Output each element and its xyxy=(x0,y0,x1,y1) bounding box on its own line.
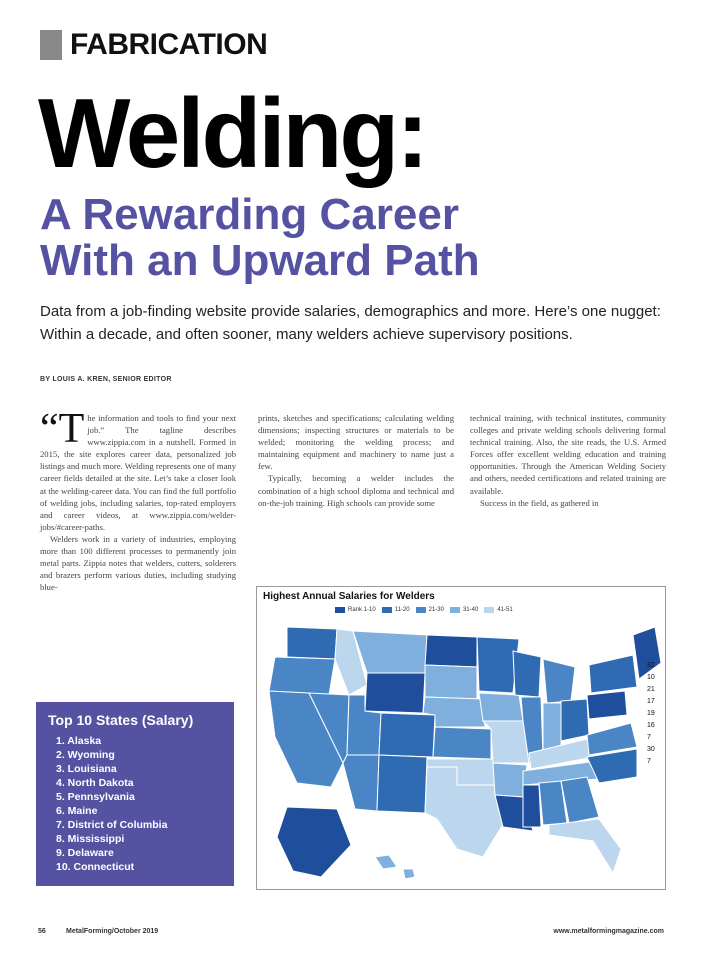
top10-item: 9. Delaware xyxy=(56,847,114,859)
map-callout-label: 17 xyxy=(647,698,655,705)
top10-title: Top 10 States (Salary) xyxy=(48,712,194,728)
map-region-michigan xyxy=(543,659,575,703)
salary-map-figure xyxy=(256,586,666,890)
headline: Welding: xyxy=(38,78,426,188)
map-region-kansas xyxy=(433,727,491,759)
map-callout-label: 7 xyxy=(647,734,651,741)
body-column-2 xyxy=(258,412,454,509)
top10-item: 5. Pennsylvania xyxy=(56,791,135,803)
body-column-3 xyxy=(470,412,666,509)
subhead-line-2: With an Upward Path xyxy=(40,236,480,285)
map-region-arizona xyxy=(343,755,379,811)
map-region-minnesota xyxy=(477,637,519,693)
drop-cap: “T xyxy=(40,406,85,452)
top10-item: 8. Mississippi xyxy=(56,833,125,845)
top10-item: 4. North Dakota xyxy=(56,777,134,789)
map-region-iowa xyxy=(479,693,523,721)
map-callout-label: 21 xyxy=(647,686,655,693)
us-map-graphic xyxy=(257,587,665,889)
body-column-1 xyxy=(40,406,236,593)
map-region-pennsylvania xyxy=(587,691,627,719)
map-region-hawaii xyxy=(375,855,397,869)
section-label: FABRICATION xyxy=(70,28,268,61)
map-region-north-dakota xyxy=(425,635,477,667)
map-region-wisconsin xyxy=(513,651,541,697)
legend-label: Rank 1-10 xyxy=(348,607,376,613)
top10-item: 6. Maine xyxy=(56,805,98,817)
map-region-new-mexico xyxy=(377,755,427,813)
map-callout-label: 19 xyxy=(647,710,655,717)
article-dek: Data from a job-finding website provide salaries, demographics and more. Here’s one nugget: Within a decade, and often sooner, many welders achieve supervisory positions. xyxy=(40,303,661,343)
map-region-mississippi xyxy=(523,785,541,827)
top10-sidebar xyxy=(36,702,234,886)
map-region-washington xyxy=(287,627,337,659)
subhead-line-1: A Rewarding Career xyxy=(40,190,459,239)
map-region-new-england xyxy=(633,627,661,679)
map-region-georgia xyxy=(561,777,599,823)
col3-paragraph-1: technical training, with technical institutes, community colleges and private welding schools delivering formal technical training. Also, the site reads, the U.S. Armed Forces offer excellent welding education and training opportunities. Through the American Welding Society and others, needed certifications and related training are available. xyxy=(470,413,666,496)
col1-paragraph-2: Welders work in a variety of industries, employing more than 100 different processes to permanently join metal parts. Zippia notes that welders, cutters, solderers and brazers perform various duties, including studying blue- xyxy=(40,533,236,593)
map-region-hawaii-small xyxy=(403,869,415,879)
col2-paragraph-1: prints, sketches and specifications; calculating welding dimensions; inspecting structures or materials to be welded; monitoring the welding process; and maintaining equipment and machinery to name just a few. xyxy=(258,413,454,472)
page-number: 56 xyxy=(38,928,46,935)
map-region-alaska xyxy=(277,807,351,877)
subhead xyxy=(40,192,680,284)
map-region-florida xyxy=(549,819,621,873)
map-region-south-dakota xyxy=(425,665,477,699)
top10-item: 3. Louisiana xyxy=(56,763,117,775)
map-region-new-york xyxy=(589,655,637,693)
top10-item: 7. District of Columbia xyxy=(56,819,168,831)
map-region-arkansas xyxy=(493,763,527,797)
section-marker xyxy=(40,30,62,60)
map-callout-label: 16 xyxy=(647,722,655,729)
legend-label: 11-20 xyxy=(394,607,410,613)
map-callout-label: 32 xyxy=(647,662,655,669)
byline: BY LOUIS A. KREN, SENIOR EDITOR xyxy=(40,376,172,383)
legend-label: 31-40 xyxy=(462,607,479,613)
map-title: Highest Annual Salaries for Welders xyxy=(263,591,435,602)
top10-list xyxy=(56,734,167,874)
publication-name: MetalForming/October 2019 xyxy=(66,928,159,935)
map-callout-label: 30 xyxy=(647,746,655,753)
col1-paragraph-1: he information and tools to find your next job.” The tagline describes www.zippia.com in a nutshell. Formed in 2015, the site explores career data, personalized job listings and much more. Welding represents one of many career fields detailed at the site. Let’s take a closer look at the welding-career data. You can find the full portfolio of welding jobs, including salaries, top-rated employers and career videos, at www.zippia.com/welder-jobs/#career-paths. xyxy=(40,413,236,532)
top10-item: 2. Wyoming xyxy=(56,749,115,761)
map-region-oregon xyxy=(269,657,335,695)
legend-label: 21-30 xyxy=(428,607,444,613)
map-region-ohio xyxy=(561,699,589,741)
map-callout-label: 10 xyxy=(647,674,655,681)
top10-item: 10. Connecticut xyxy=(56,861,135,873)
top10-item: 1. Alaska xyxy=(56,735,102,747)
website-url: www.metalformingmagazine.com xyxy=(553,928,664,935)
col3-paragraph-2: Success in the field, as gathered in xyxy=(480,497,599,508)
map-region-colorado xyxy=(379,713,435,757)
map-region-montana xyxy=(353,631,427,673)
col2-paragraph-2: Typically, becoming a welder includes the combination of a high school diploma and technical and on-the-job training. High schools can provide some xyxy=(258,473,454,508)
legend-label: 41-51 xyxy=(497,607,513,613)
map-region-wyoming xyxy=(365,673,425,713)
map-callout-label: 7 xyxy=(647,758,651,765)
